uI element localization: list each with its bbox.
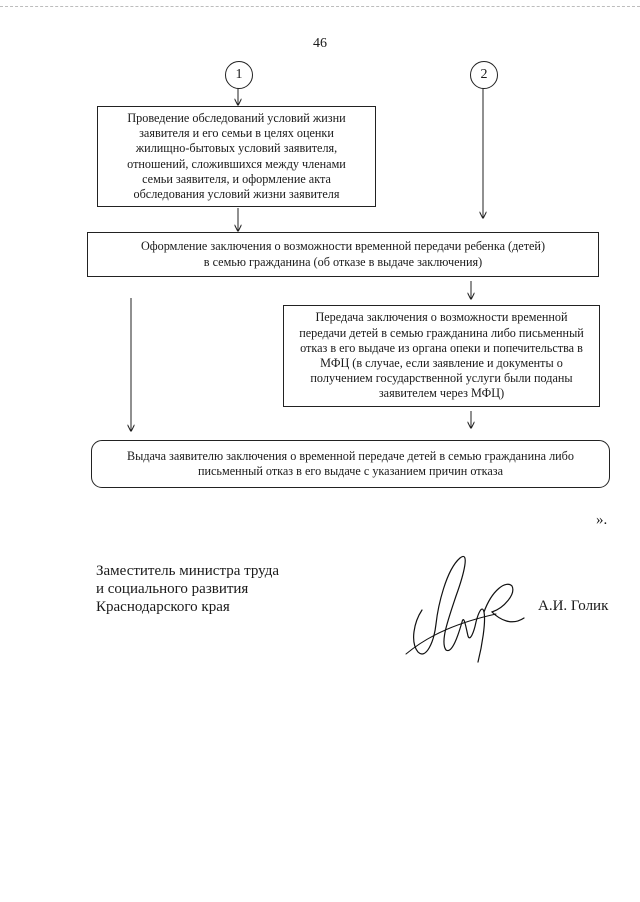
flow-box-conclusion — [87, 232, 599, 277]
box-line: письменный отказ в его выдаче с указанием причин отказа — [197, 464, 503, 478]
box-line: Проведение обследований условий жизни — [127, 110, 346, 125]
box-line: семьи заявителя, и оформление акта — [142, 171, 331, 186]
box-line: получением государственной услуги были поданы — [310, 371, 573, 386]
signatory-title — [96, 562, 279, 616]
signer-name: А.И. Голик — [538, 598, 609, 614]
box-line: Выдача заявителю заключения о временной передаче детей в семью гражданина либо — [127, 448, 574, 463]
box-line: передачи детей в семью гражданина либо письменный — [299, 325, 584, 340]
box-line: Передача заключения о возможности временной — [315, 310, 568, 325]
box-line: отношений, сложившихся между членами — [127, 156, 346, 171]
box-line: жилищно-бытовых условий заявителя, — [135, 141, 338, 156]
top-edge-rule — [0, 6, 640, 7]
flow-marker-1: 1 — [225, 61, 253, 89]
signatory-title-line: и социального развития — [96, 581, 249, 597]
handwritten-signature — [400, 550, 530, 665]
signatory-title-line: Краснодарского края — [96, 599, 230, 615]
signatory-title-line: Заместитель министра труда — [96, 563, 279, 579]
flow-box-survey — [97, 106, 376, 207]
flow-box-issue — [91, 440, 610, 488]
box-line: заявителем через МФЦ) — [378, 386, 505, 401]
box-line: заявителя и его семьи в целях оценки — [139, 126, 334, 141]
closing-quote: ». — [596, 512, 608, 528]
flow-box-transfer-mfc — [283, 305, 600, 407]
box-line: отказ в его выдаче из органа опеки и попечительства в — [300, 340, 583, 355]
flow-marker-2: 2 — [470, 61, 498, 89]
box-line: в семью гражданина (об отказе в выдаче заключения) — [203, 254, 483, 269]
box-line: Оформление заключения о возможности временной передачи ребенка (детей) — [140, 239, 546, 254]
page-number: 46 — [313, 36, 327, 51]
box-line: обследования условий жизни заявителя — [133, 186, 340, 201]
box-line: МФЦ (в случае, если заявление и документы о — [320, 356, 563, 370]
